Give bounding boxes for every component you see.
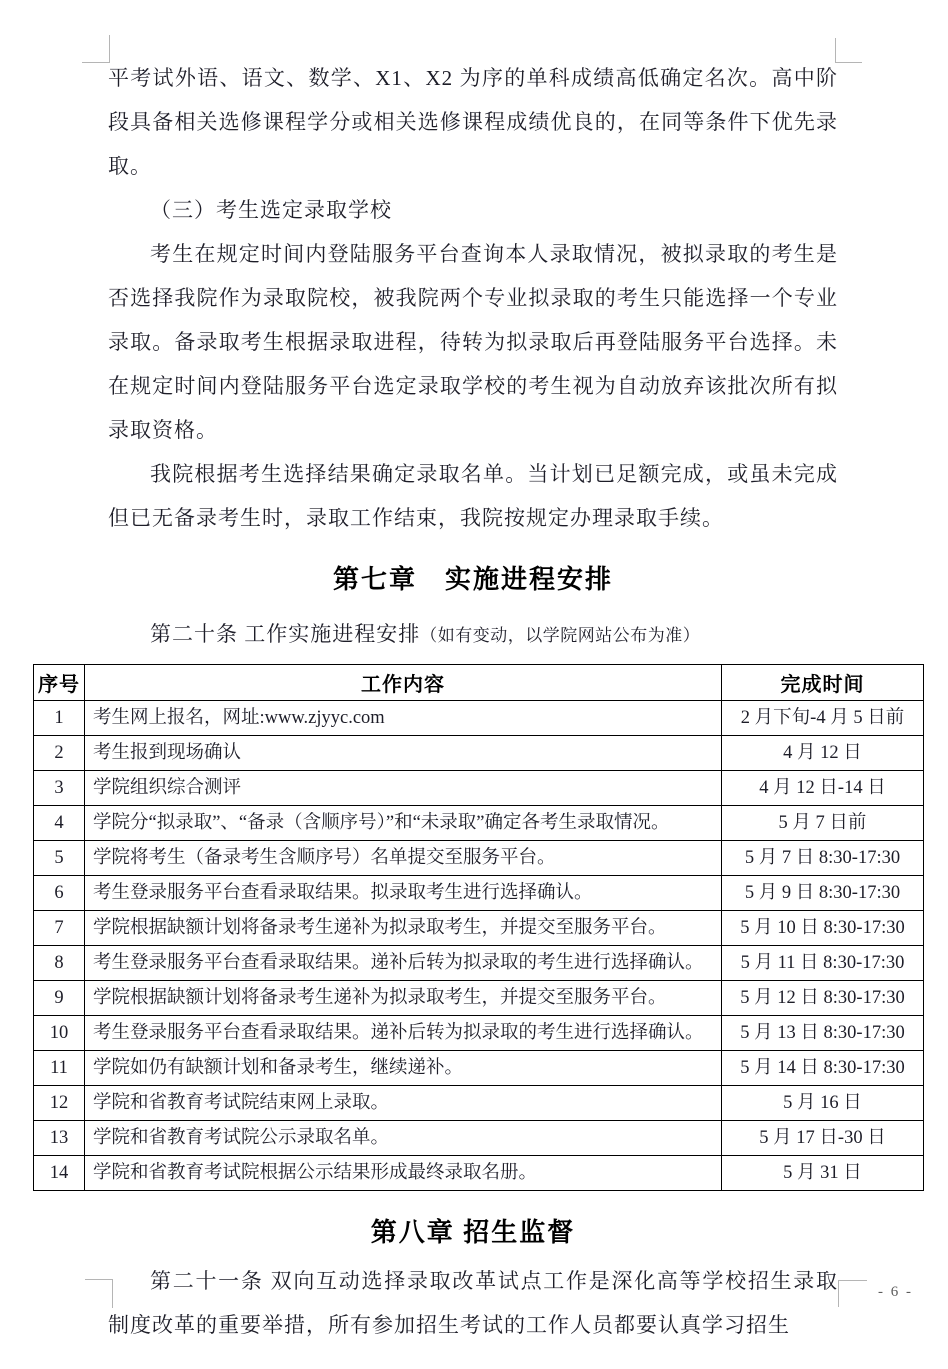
row-number: 12 bbox=[34, 1086, 85, 1121]
paragraph-article-21: 第二十一条 双向互动选择录取改革试点工作是深化高等学校招生录取制度改革的重要举措，所有参加招生考试的工作人员都要认真学习招生 bbox=[108, 1269, 838, 1337]
table-row bbox=[34, 1051, 924, 1086]
margin-corner-mark-top-right bbox=[835, 38, 862, 63]
column-header-time: 完成时间 bbox=[722, 665, 924, 701]
paragraph-continuation: 平考试外语、语文、数学、X1、X2 为序的单科成绩高低确定名次。高中阶段具备相关选修课程学分或相关选修课程成绩优良的，在同等条件下优先录取。 bbox=[108, 66, 838, 178]
row-time: 5 月 16 日 bbox=[722, 1086, 924, 1121]
row-task: 考生登录服务平台查看录取结果。拟录取考生进行选择确认。 bbox=[85, 876, 722, 911]
row-time: 5 月 12 日 8:30-17:30 bbox=[722, 981, 924, 1016]
table-row bbox=[34, 946, 924, 981]
paragraph-candidate-selection: 考生在规定时间内登陆服务平台查询本人录取情况，被拟录取的考生是否选择我院作为录取院校，被我院两个专业拟录取的考生只能选择一个专业录取。备录取考生根据录取进程，待转为拟录取后再登陆服务平台选择。未在规定时间内登陆服务平台选定录取学校的考生视为自动放弃该批次所有拟录取资格。 bbox=[108, 242, 838, 442]
row-number: 6 bbox=[34, 876, 85, 911]
column-header-task: 工作内容 bbox=[85, 665, 722, 701]
table-header-row bbox=[34, 665, 924, 701]
chapter-8-title: 第八章 招生监督 bbox=[370, 1218, 576, 1247]
row-number: 7 bbox=[34, 911, 85, 946]
table-row bbox=[34, 771, 924, 806]
row-task: 学院根据缺额计划将备录考生递补为拟录取考生，并提交至服务平台。 bbox=[85, 911, 722, 946]
article-20-note: （如有变动，以学院网站公布为准） bbox=[420, 626, 701, 645]
row-time: 5 月 9 日 8:30-17:30 bbox=[722, 876, 924, 911]
row-task: 学院分“拟录取”、“备录（含顺序号）”和“未录取”确定各考生录取情况。 bbox=[85, 806, 722, 841]
row-number: 10 bbox=[34, 1016, 85, 1051]
subsection-heading: （三）考生选定录取学校 bbox=[150, 198, 392, 222]
row-time: 4 月 12 日 bbox=[722, 736, 924, 771]
row-time: 5 月 10 日 8:30-17:30 bbox=[722, 911, 924, 946]
article-20-line bbox=[108, 612, 838, 658]
article-20-label: 第二十条 工作实施进程安排 bbox=[150, 622, 421, 646]
row-time: 4 月 12 日-14 日 bbox=[722, 771, 924, 806]
row-time: 5 月 31 日 bbox=[722, 1156, 924, 1191]
table-row bbox=[34, 876, 924, 911]
row-time: 5 月 17 日-30 日 bbox=[722, 1121, 924, 1156]
row-number: 1 bbox=[34, 701, 85, 736]
table-row bbox=[34, 911, 924, 946]
row-number: 2 bbox=[34, 736, 85, 771]
chapter-7-title: 第七章 实施进程安排 bbox=[332, 565, 613, 594]
schedule-table bbox=[33, 664, 924, 1191]
row-number: 9 bbox=[34, 981, 85, 1016]
table-row bbox=[34, 806, 924, 841]
row-time: 5 月 11 日 8:30-17:30 bbox=[722, 946, 924, 981]
row-task: 考生登录服务平台查看录取结果。递补后转为拟录取的考生进行选择确认。 bbox=[85, 1016, 722, 1051]
row-number: 5 bbox=[34, 841, 85, 876]
table-row bbox=[34, 841, 924, 876]
row-task: 学院和省教育考试院公示录取名单。 bbox=[85, 1121, 722, 1156]
row-task: 学院根据缺额计划将备录考生递补为拟录取考生，并提交至服务平台。 bbox=[85, 981, 722, 1016]
row-number: 13 bbox=[34, 1121, 85, 1156]
row-task: 考生网上报名，网址:www.zjyyc.com bbox=[85, 701, 722, 736]
table-row bbox=[34, 736, 924, 771]
row-time: 2 月下旬-4 月 5 日前 bbox=[722, 701, 924, 736]
row-number: 8 bbox=[34, 946, 85, 981]
row-number: 14 bbox=[34, 1156, 85, 1191]
table-row bbox=[34, 1121, 924, 1156]
row-time: 5 月 14 日 8:30-17:30 bbox=[722, 1051, 924, 1086]
row-time: 5 月 7 日 8:30-17:30 bbox=[722, 841, 924, 876]
row-number: 3 bbox=[34, 771, 85, 806]
column-header-number: 序号 bbox=[34, 665, 85, 701]
page-content bbox=[38, 56, 905, 1347]
schedule-table-body bbox=[34, 701, 924, 1191]
row-time: 5 月 13 日 8:30-17:30 bbox=[722, 1016, 924, 1051]
row-task: 学院和省教育考试院根据公示结果形成最终录取名册。 bbox=[85, 1156, 722, 1191]
row-task: 考生报到现场确认 bbox=[85, 736, 722, 771]
row-task: 学院将考生（备录考生含顺序号）名单提交至服务平台。 bbox=[85, 841, 722, 876]
row-task: 学院组织综合测评 bbox=[85, 771, 722, 806]
paragraph-final-admission-list: 我院根据考生选择结果确定录取名单。当计划已足额完成，或虽未完成但已无备录考生时，录取工作结束，我院按规定办理录取手续。 bbox=[108, 462, 838, 530]
row-task: 考生登录服务平台查看录取结果。递补后转为拟录取的考生进行选择确认。 bbox=[85, 946, 722, 981]
page-number: - 6 - bbox=[878, 1284, 913, 1300]
table-row bbox=[34, 1156, 924, 1191]
table-row bbox=[34, 701, 924, 736]
row-task: 学院和省教育考试院结束网上录取。 bbox=[85, 1086, 722, 1121]
row-number: 4 bbox=[34, 806, 85, 841]
row-time: 5 月 7 日前 bbox=[722, 806, 924, 841]
margin-corner-mark-top-left bbox=[82, 35, 110, 63]
table-row bbox=[34, 1086, 924, 1121]
table-row bbox=[34, 1016, 924, 1051]
row-number: 11 bbox=[34, 1051, 85, 1086]
row-task: 学院如仍有缺额计划和备录考生，继续递补。 bbox=[85, 1051, 722, 1086]
table-row bbox=[34, 981, 924, 1016]
margin-corner-mark-bottom-right bbox=[838, 1280, 867, 1307]
